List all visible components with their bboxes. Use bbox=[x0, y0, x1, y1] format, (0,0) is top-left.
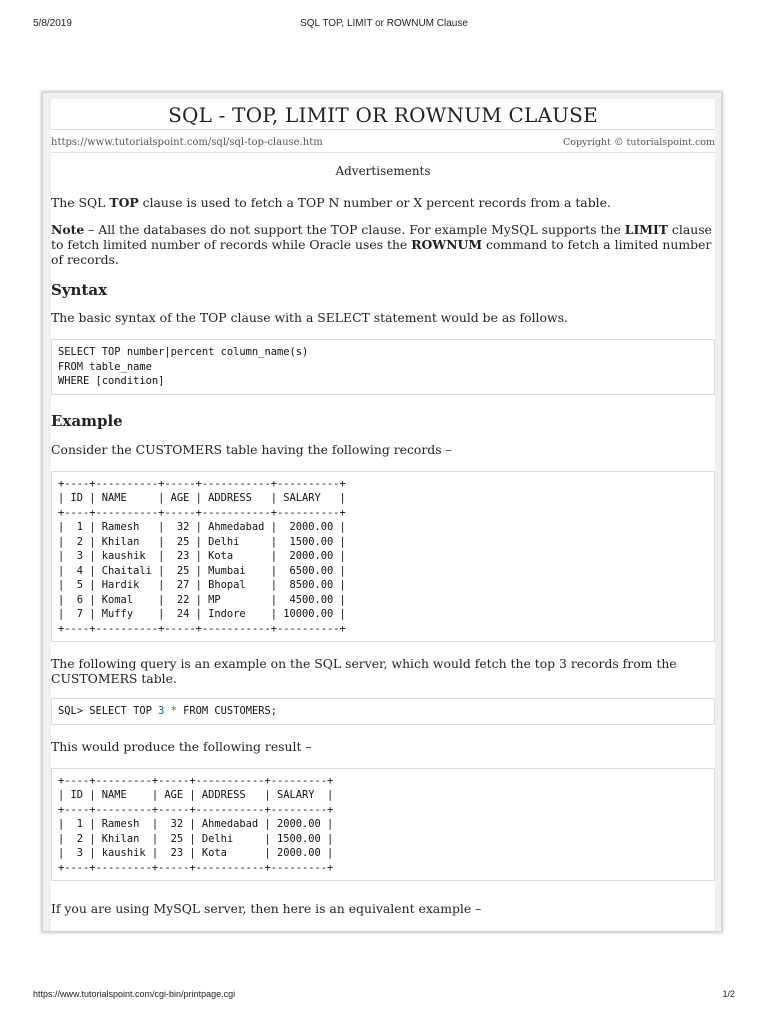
page-frame bbox=[43, 93, 721, 931]
table-row: | 6 | Komal | 22 | MP | 4500.00 | bbox=[58, 593, 346, 606]
syntax-code-line: FROM table_name bbox=[58, 360, 152, 373]
page-number: 1/2 bbox=[722, 989, 735, 999]
note-label: Note bbox=[51, 222, 85, 237]
table-row: | 2 | Khilan | 25 | Delhi | 1500.00 | bbox=[58, 535, 346, 548]
table-row: | 1 | Ramesh | 32 | Ahmedabad | 2000.00 | bbox=[58, 521, 346, 533]
table-row: | ID | NAME | AGE | ADDRESS | SALARY | bbox=[58, 789, 334, 801]
table-row: | 5 | Hardik | 27 | Bhopal | 8500.00 | bbox=[58, 579, 346, 591]
table-row: | 7 | Muffy | 24 | Indore | 10000.00 | bbox=[58, 608, 346, 620]
query-code-block bbox=[51, 698, 715, 725]
page-title: SQL - TOP, LIMIT OR ROWNUM CLAUSE bbox=[51, 99, 715, 130]
page-content bbox=[51, 99, 715, 931]
table-row: +----+----------+-----+-----------+----------+ bbox=[58, 506, 346, 519]
syntax-code-line: WHERE [condition] bbox=[58, 375, 165, 387]
table-row: +----+---------+-----+-----------+---------+ bbox=[58, 861, 334, 874]
result-paragraph: This would produce the following result – bbox=[51, 738, 312, 754]
print-header bbox=[33, 18, 735, 32]
mysql-paragraph: If you are using MySQL server, then here is an equivalent example – bbox=[51, 901, 482, 916]
note-part1: – All the databases do not support the TOP clause. For example MySQL supports the bbox=[84, 222, 625, 237]
example-heading: Example bbox=[51, 411, 123, 430]
print-title: SQL TOP, LIMIT or ROWNUM Clause bbox=[300, 18, 468, 29]
query-rest: FROM CUSTOMERS; bbox=[176, 705, 277, 717]
table-row: | 2 | Khilan | 25 | Delhi | 1500.00 | bbox=[58, 832, 334, 845]
note-part3: command to fetch a limited number of records. bbox=[51, 237, 712, 267]
intro-pre: The SQL bbox=[51, 195, 110, 210]
intro-post: clause is used to fetch a TOP N number or X percent records from a table. bbox=[138, 195, 611, 210]
table-row: | 3 | kaushik | 23 | Kota | 2000.00 | bbox=[58, 550, 346, 562]
table-row: +----+---------+-----+-----------+---------+ bbox=[58, 774, 334, 787]
table-row: +----+----------+-----+-----------+----------+ bbox=[58, 477, 346, 490]
print-date: 5/8/2019 bbox=[33, 18, 72, 29]
intro-top-keyword: TOP bbox=[109, 195, 139, 210]
note-limit-keyword: LIMIT bbox=[624, 222, 668, 237]
source-url[interactable]: https://www.tutorialspoint.com/sql/sql-top-clause.htm bbox=[51, 137, 323, 148]
syntax-paragraph: The basic syntax of the TOP clause with a SELECT statement would be as follows. bbox=[51, 310, 568, 325]
query-number: 3 bbox=[158, 705, 165, 717]
table-row: | 3 | kaushik | 23 | Kota | 2000.00 | bbox=[58, 847, 334, 859]
result-table-block bbox=[51, 768, 715, 882]
query-star: * bbox=[170, 705, 177, 717]
note-rownum-keyword: ROWNUM bbox=[411, 237, 483, 252]
footer-url: https://www.tutorialspoint.com/cgi-bin/printpage.cgi bbox=[33, 989, 236, 999]
note-part2: clause to fetch limited number of records while Oracle uses the bbox=[51, 222, 712, 252]
example-paragraph: Consider the CUSTOMERS table having the following records – bbox=[51, 441, 452, 457]
syntax-code-line: SELECT TOP number|percent column_name(s) bbox=[58, 346, 309, 358]
customers-table-block bbox=[51, 471, 715, 643]
intro-paragraph bbox=[51, 195, 715, 210]
syntax-code-block bbox=[51, 339, 715, 395]
table-row: | ID | NAME | AGE | ADDRESS | SALARY | bbox=[58, 492, 346, 504]
table-row: | 1 | Ramesh | 32 | Ahmedabad | 2000.00 | bbox=[58, 818, 334, 830]
table-row: +----+----------+-----+-----------+----------+ bbox=[58, 622, 346, 635]
query-paragraph: The following query is an example on the SQL server, which would fetch the top 3 records from the CUSTOMERS table. bbox=[51, 656, 677, 686]
source-bar bbox=[51, 130, 715, 153]
advertisements-label: Advertisements bbox=[335, 164, 431, 178]
copyright-text: Copyright © tutorialspoint.com bbox=[562, 137, 715, 148]
note-paragraph bbox=[51, 222, 715, 267]
print-footer bbox=[33, 989, 735, 1003]
syntax-heading: Syntax bbox=[51, 281, 108, 299]
query-prompt: SQL> SELECT TOP bbox=[58, 705, 159, 717]
table-row: | 4 | Chaitali | 25 | Mumbai | 6500.00 | bbox=[58, 564, 346, 577]
table-row: +----+---------+-----+-----------+---------+ bbox=[58, 803, 334, 816]
